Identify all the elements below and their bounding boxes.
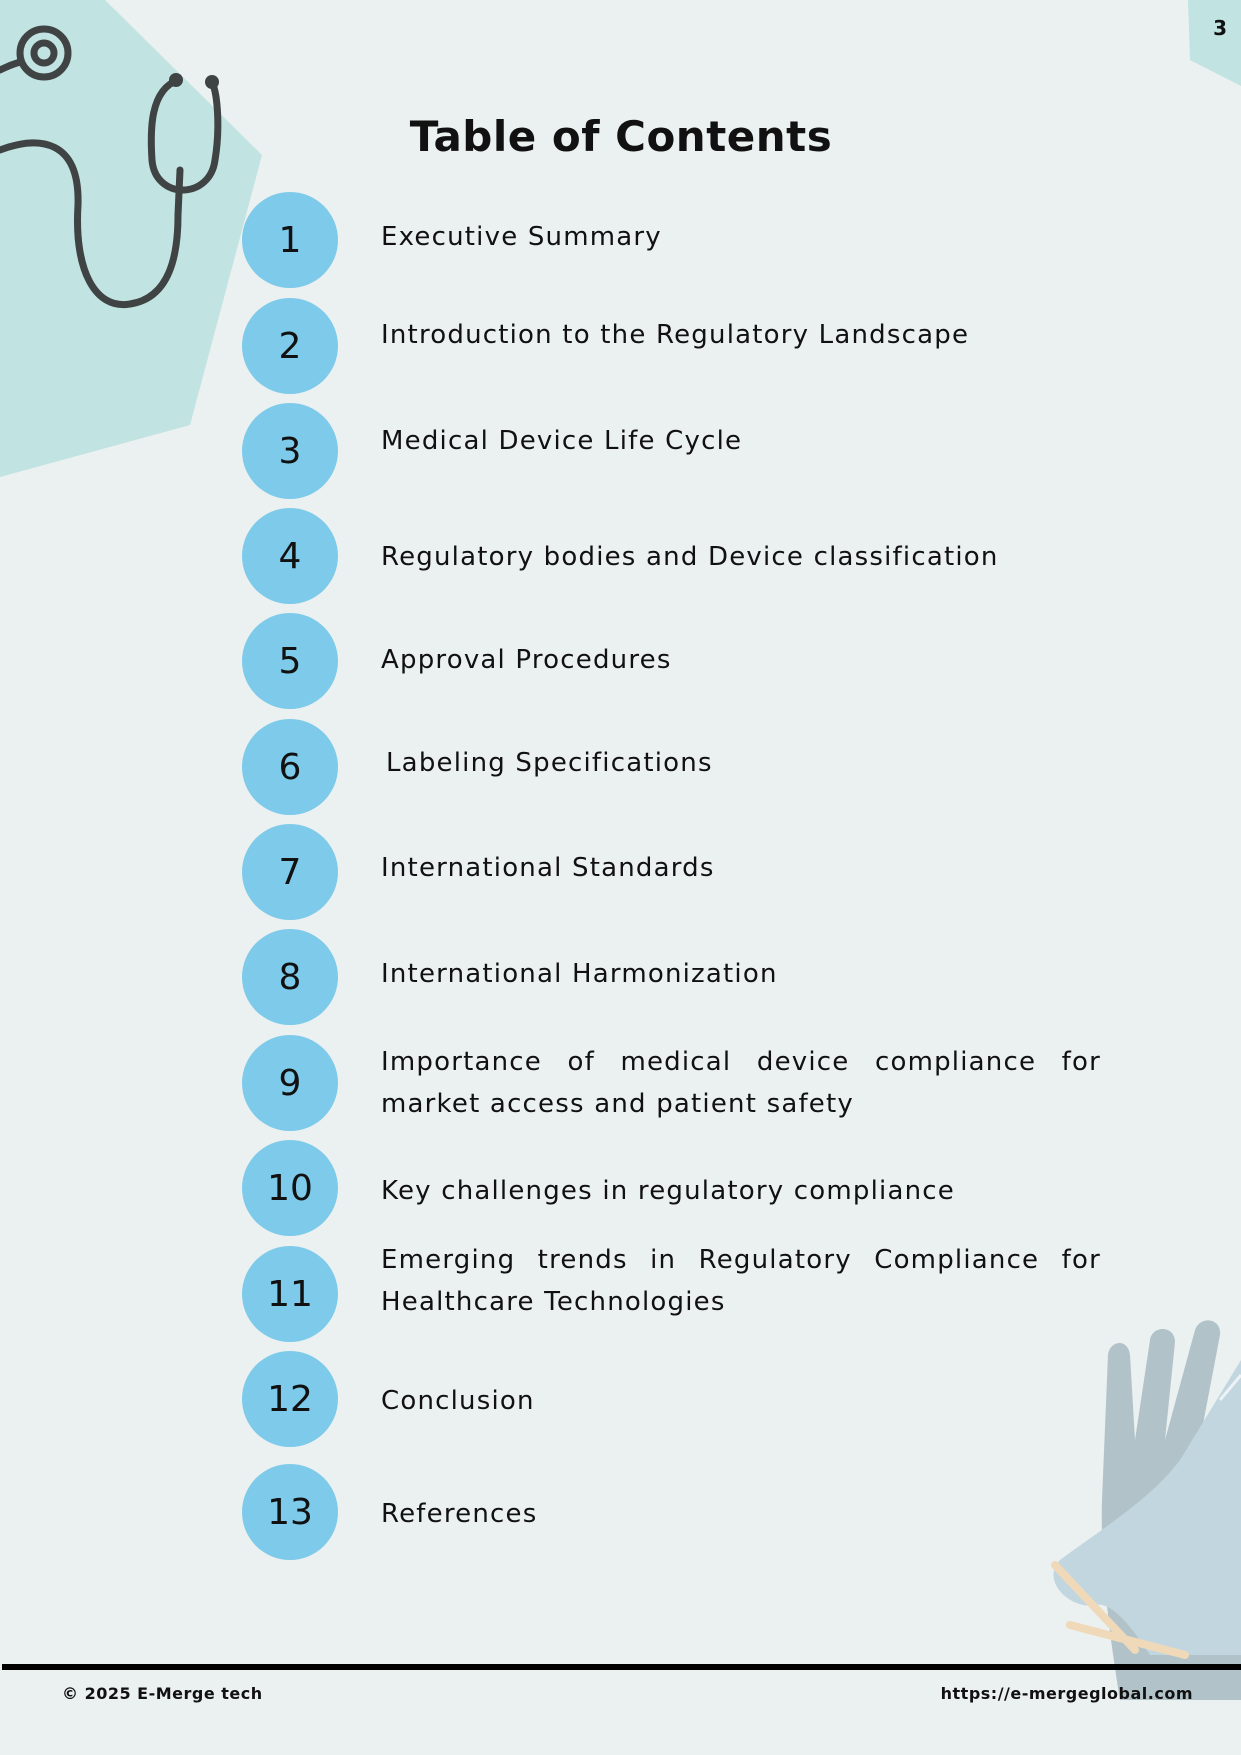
toc-number: 6 <box>242 719 338 815</box>
toc-label: Emerging trends in Regulatory Compliance for Healthcare Technologies <box>381 1245 1101 1317</box>
toc-number: 8 <box>242 929 338 1025</box>
toc-item-4[interactable] <box>242 508 1142 604</box>
toc-label: Introduction to the Regulatory Landscape <box>381 320 970 350</box>
teal-corner-shape <box>0 0 262 477</box>
toc-label: Conclusion <box>381 1386 535 1416</box>
toc-item-9[interactable] <box>242 1035 1142 1131</box>
toc-number: 4 <box>242 508 338 604</box>
toc-item-12[interactable] <box>242 1351 1142 1447</box>
toc-label: Importance of medical device compliance for market access and patient safety <box>381 1047 1101 1119</box>
toc-item-5[interactable] <box>242 613 1142 709</box>
footer-copyright: © 2025 E-Merge tech <box>62 1684 263 1703</box>
toc-item-8[interactable] <box>242 929 1142 1025</box>
toc-item-11[interactable] <box>242 1246 1142 1342</box>
toc-number: 10 <box>242 1140 338 1236</box>
toc-number: 5 <box>242 613 338 709</box>
footer-divider <box>2 1664 1241 1670</box>
toc-item-13[interactable] <box>242 1464 1142 1560</box>
toc-label: International Harmonization <box>381 959 778 989</box>
toc-item-10[interactable] <box>242 1140 1142 1236</box>
toc-number: 12 <box>242 1351 338 1447</box>
footer-url[interactable]: https://e-mergeglobal.com <box>940 1684 1193 1703</box>
page-number: 3 <box>1213 16 1227 40</box>
toc-item-2[interactable] <box>242 298 1142 394</box>
toc-label: Medical Device Life Cycle <box>381 426 743 456</box>
toc-number: 2 <box>242 298 338 394</box>
toc-number: 3 <box>242 403 338 499</box>
toc-number: 7 <box>242 824 338 920</box>
page-title: Table of Contents <box>409 112 833 161</box>
toc-number: 9 <box>242 1035 338 1131</box>
toc-number: 13 <box>242 1464 338 1560</box>
toc-label: Key challenges in regulatory compliance <box>381 1176 955 1206</box>
toc-label: Executive Summary <box>381 222 662 252</box>
toc-number: 1 <box>242 192 338 288</box>
toc-item-3[interactable] <box>242 403 1142 499</box>
toc-label: International Standards <box>381 853 715 883</box>
toc-number: 11 <box>242 1246 338 1342</box>
toc-item-1[interactable] <box>242 192 1142 288</box>
toc-item-7[interactable] <box>242 824 1142 920</box>
toc-item-6[interactable] <box>242 719 1142 815</box>
toc-label: References <box>381 1499 538 1529</box>
teal-top-right-shape <box>1188 0 1241 86</box>
toc-label: Approval Procedures <box>381 645 672 675</box>
toc-label: Regulatory bodies and Device classification <box>381 542 999 572</box>
toc-label: Labeling Specifications <box>386 748 713 778</box>
